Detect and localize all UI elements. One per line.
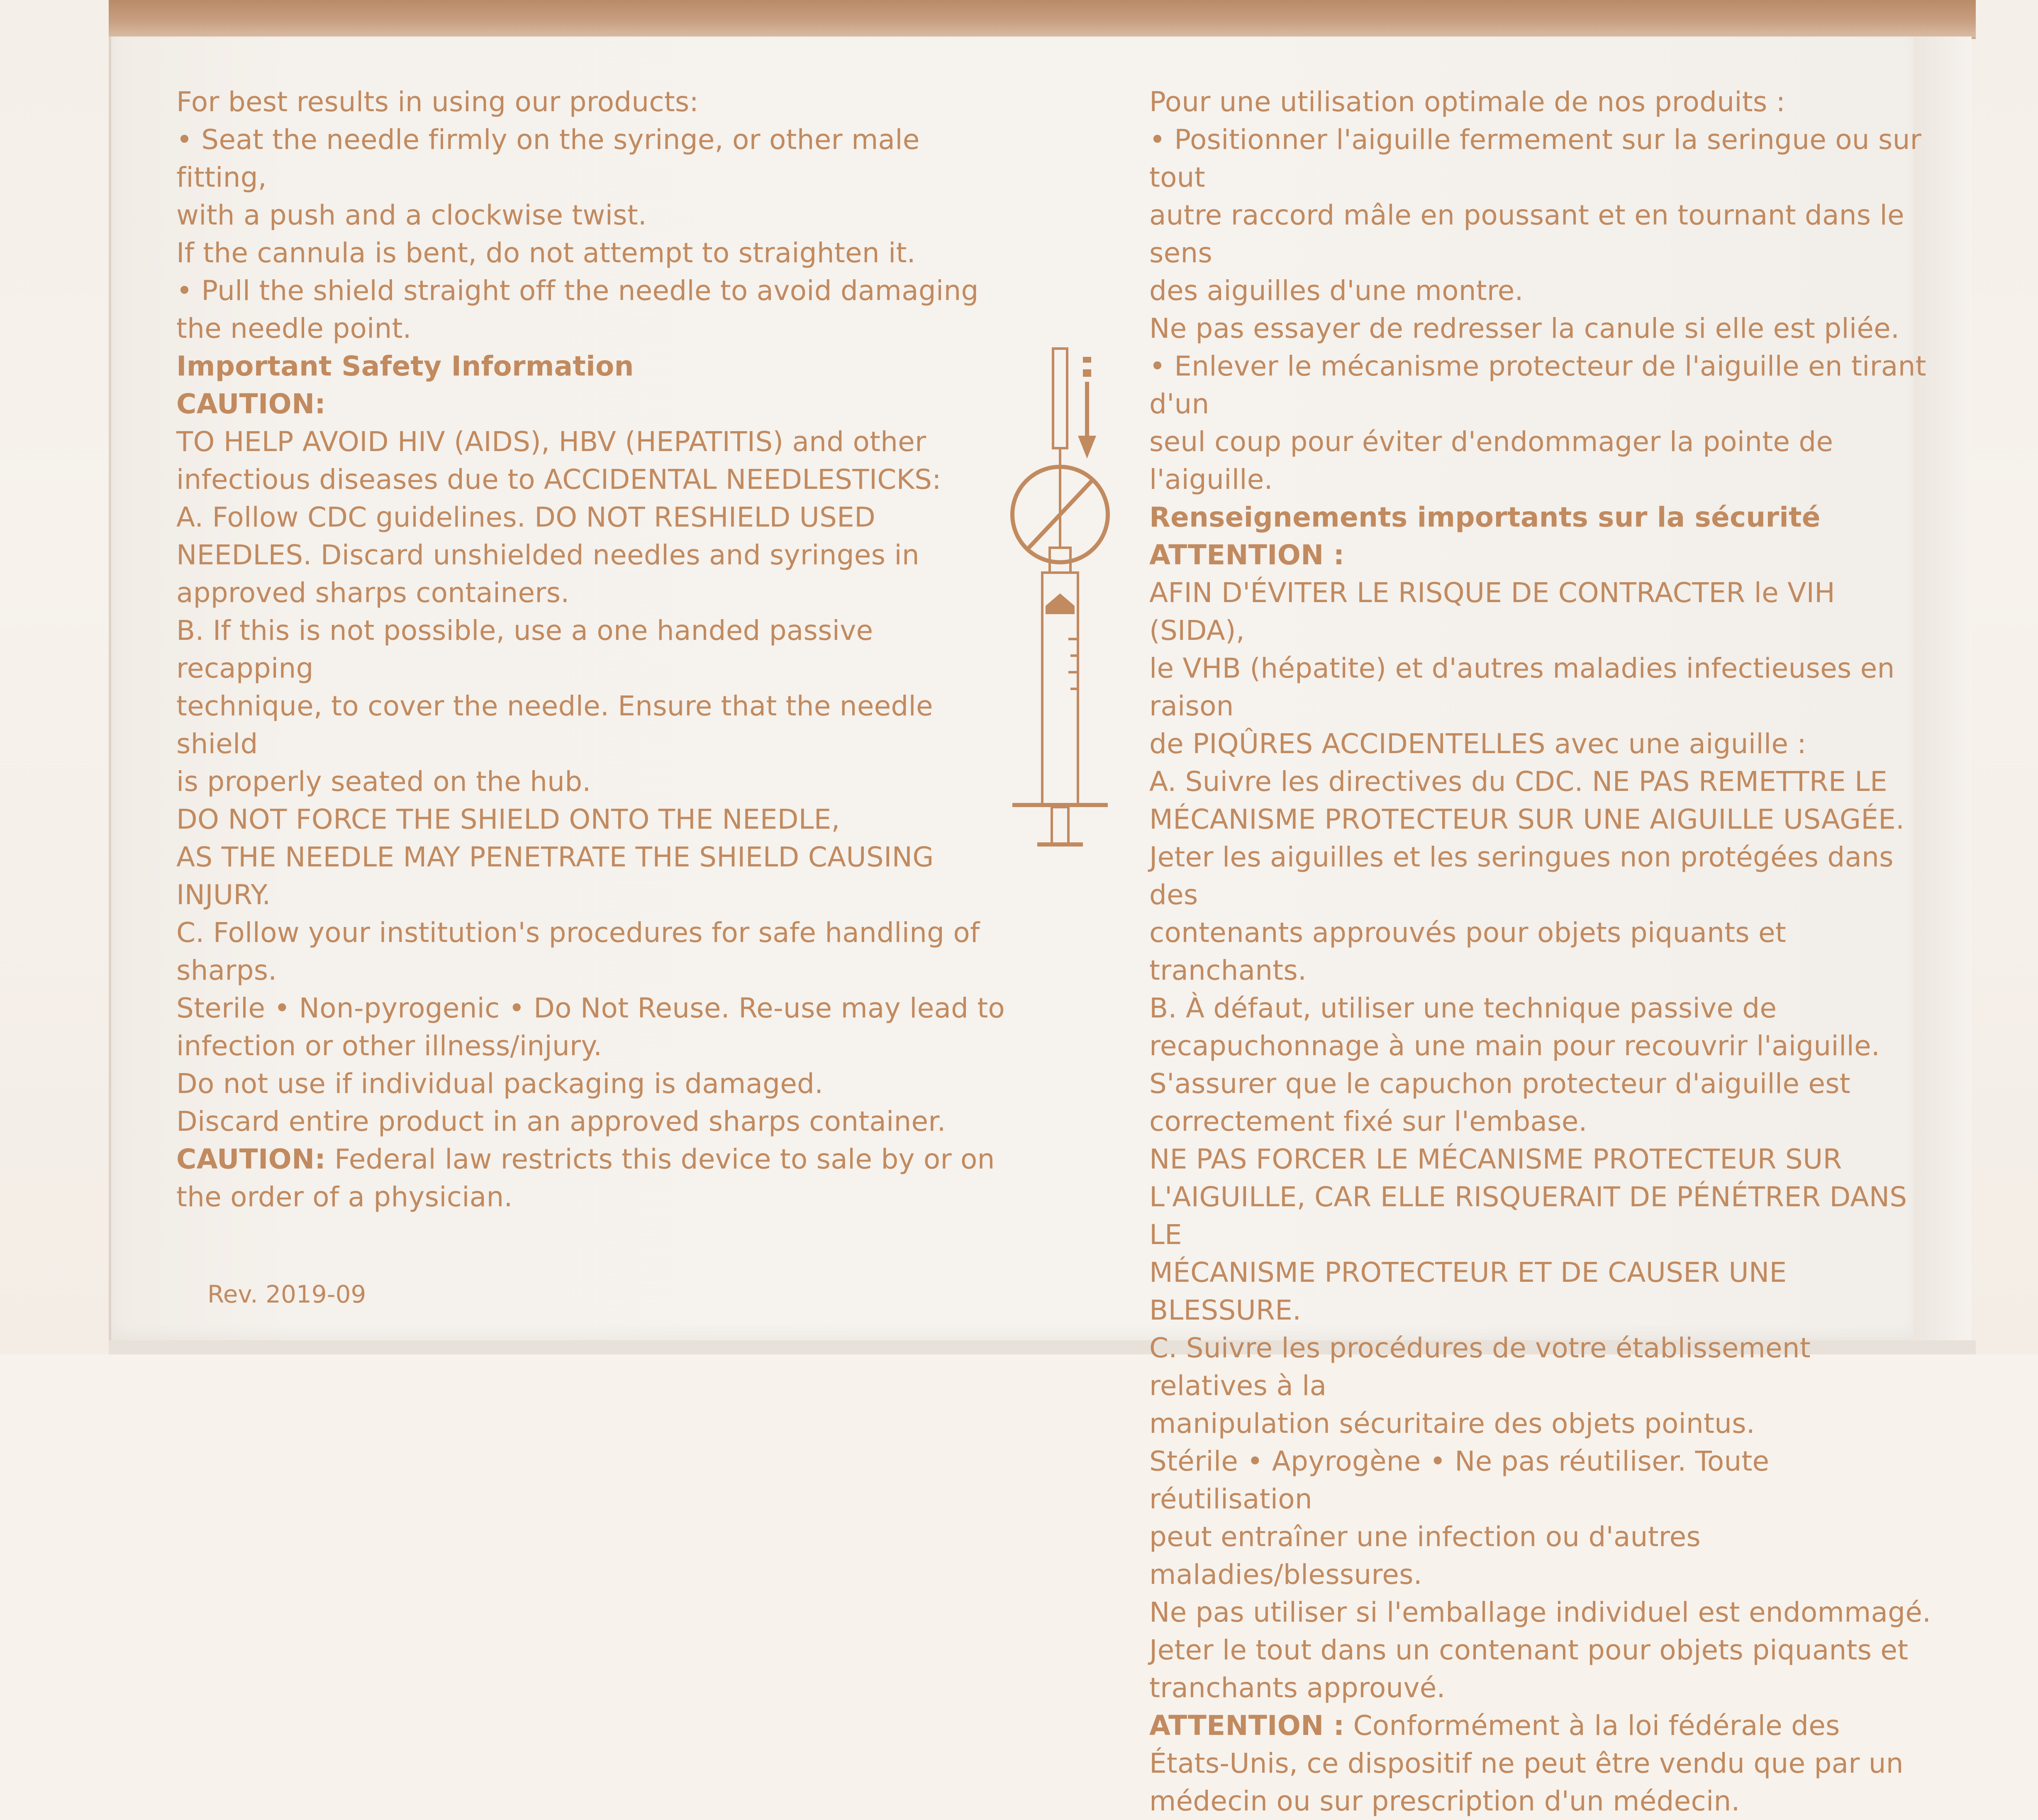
english-line: DO NOT FORCE THE SHIELD ONTO THE NEEDLE, [176,803,840,835]
french-line: L'AIGUILLE, CAR ELLE RISQUERAIT DE PÉNÉTRER DANS LE [1149,1181,1916,1251]
french-line: recapuchonnage à une main pour recouvrir l'aiguille. [1149,1030,1880,1062]
attention-text-continued: médecin ou sur prescription d'un médecin. [1149,1785,1740,1817]
english-line: AS THE NEEDLE MAY PENETRATE THE SHIELD CAUSING [176,841,934,873]
english-line: TO HELP AVOID HIV (AIDS), HBV (HEPATITIS) and other [176,426,926,458]
french-line: Jeter le tout dans un contenant pour objets piquants et [1149,1634,1909,1666]
english-line: NEEDLES. Discard unshielded needles and syringes in [176,539,919,571]
french-line: MÉCANISME PROTECTEUR ET DE CAUSER UNE BLESSURE. [1149,1256,1796,1326]
english-line: B. If this is not possible, use a one handed passive recapping [176,615,882,684]
english-line: If the cannula is bent, do not attempt to straighten it. [176,237,916,269]
french-closing-line [1149,1707,1938,1744]
english-line: approved sharps containers. [176,577,570,609]
syringe-illustration [1004,340,1116,880]
english-line: Do not use if individual packaging is damaged. [176,1068,824,1100]
english-line: CAUTION: [176,388,326,420]
french-line: manipulation sécuritaire des objets pointus. [1149,1408,1755,1439]
french-line: ATTENTION : [1149,539,1345,571]
syringe-plunger [1052,807,1068,844]
french-closing-line [1149,1744,1938,1782]
french-line: Jeter les aiguilles et les seringues non protégées dans des [1149,841,1902,911]
french-line: des aiguilles d'une montre. [1149,275,1524,307]
english-line: • Seat the needle firmly on the syringe, or other male fitting, [176,124,929,193]
english-line: Sterile • Non-pyrogenic • Do Not Reuse. Re-use may lead to [176,992,1005,1024]
french-line: NE PAS FORCER LE MÉCANISME PROTECTEUR SUR [1149,1143,1842,1175]
syringe-no-recap-icon [1004,340,1116,880]
french-line: contenants approuvés pour objets piquants et tranchants. [1149,917,1795,986]
english-line: C. Follow your institution's procedures for safe handling of [176,917,980,949]
french-line: tranchants approuvé. [1149,1672,1446,1704]
french-line: C. Suivre les procédures de votre établissement relatives à la [1149,1332,1820,1402]
english-line: infectious diseases due to ACCIDENTAL NEEDLESTICKS: [176,464,941,495]
english-line: Discard entire product in an approved sharps container. [176,1105,946,1137]
english-line: A. Follow CDC guidelines. DO NOT RESHIELD USED [176,501,876,533]
needle-shield [1053,349,1067,448]
french-line: seul coup pour éviter d'endommager la pointe de l'aiguille. [1149,426,1842,495]
caution-label: CAUTION: [176,1143,326,1175]
english-instructions [176,83,1006,1216]
english-line: • Pull the shield straight off the needle to avoid damaging [176,275,979,307]
french-line: Ne pas essayer de redresser la canule si elle est pliée. [1149,312,1900,344]
down-arrow-icon [1078,357,1096,459]
plunger-seal [1046,593,1075,614]
french-line: A. Suivre les directives du CDC. NE PAS REMETTRE LE [1149,766,1887,798]
english-line: is properly seated on the hub. [176,766,591,798]
english-closing-line [176,1140,1006,1178]
french-line: B. À défaut, utiliser une technique passive de [1149,992,1777,1024]
french-instructions [1149,83,1938,1820]
french-line: AFIN D'ÉVITER LE RISQUE DE CONTRACTER le VIH (SIDA), [1149,577,1844,647]
french-line: autre raccord mâle en poussant et en tournant dans le sens [1149,199,1914,269]
attention-label: ATTENTION : [1149,1710,1345,1742]
french-line: Renseignements importants sur la sécurité [1149,501,1821,533]
french-line: MÉCANISME PROTECTEUR SUR UNE AIGUILLE USAGÉE. [1149,803,1905,835]
english-line: infection or other illness/injury. [176,1030,602,1062]
french-line: Stérile • Apyrogène • Ne pas réutiliser. Toute réutilisation [1149,1445,1778,1515]
caution-text-continued: the order of a physician. [176,1181,513,1213]
revision-code: Rev. 2019-09 [207,1280,366,1308]
french-line: le VHB (hépatite) et d'autres maladies infectieuses en raison [1149,652,1904,722]
french-line: • Positionner l'aiguille fermement sur la seringue ou sur tout [1149,124,1931,193]
attention-text: Conformément à la loi fédérale des [1344,1710,1840,1742]
french-line: Ne pas utiliser si l'emballage individuel est endommagé. [1149,1596,1931,1628]
french-line: • Enlever le mécanisme protecteur de l'aiguille en tirant d'un [1149,350,1935,420]
french-line: S'assurer que le capuchon protecteur d'aiguille est [1149,1068,1850,1100]
english-line: For best results in using our products: [176,86,699,118]
english-line: INJURY. [176,879,271,911]
box-top-edge [109,0,1976,39]
french-line: correctement fixé sur l'embase. [1149,1105,1587,1137]
french-line: de PIQÛRES ACCIDENTELLES avec une aiguille : [1149,728,1806,760]
french-line: peut entraîner une infection ou d'autres maladies/blessures. [1149,1521,1710,1591]
french-line: Pour une utilisation optimale de nos produits : [1149,86,1786,118]
caution-text: Federal law restricts this device to sale by or on [326,1143,995,1175]
french-closing-line [1149,1782,1938,1820]
english-line: Important Safety Information [176,350,634,382]
english-line: the needle point. [176,312,412,344]
english-line: technique, to cover the needle. Ensure that the needle shield [176,690,942,760]
english-line: sharps. [176,954,277,986]
attention-text-continued: États-Unis, ce dispositif ne peut être vendu que par un [1149,1747,1904,1779]
english-closing-line [176,1178,1006,1216]
english-line: with a push and a clockwise twist. [176,199,647,231]
